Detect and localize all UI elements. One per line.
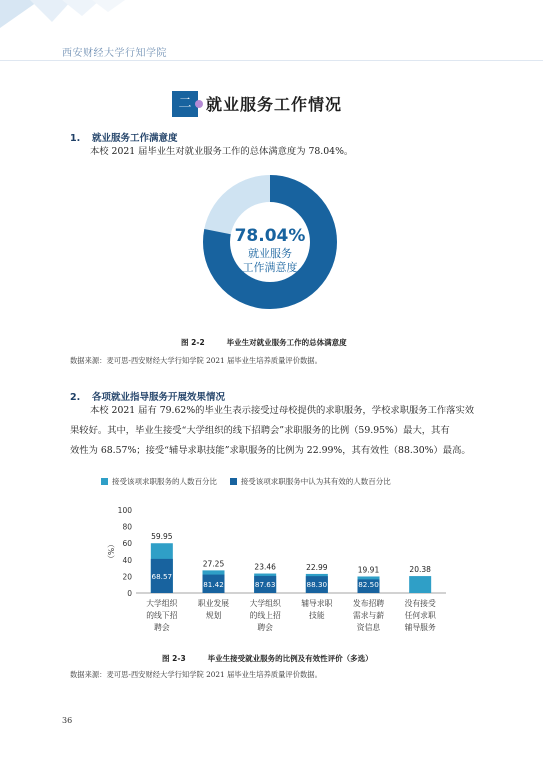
bar-effective-label: 81.42 bbox=[203, 579, 224, 589]
bar-effective-label: 88.30 bbox=[306, 580, 328, 589]
chart-legend bbox=[101, 476, 391, 487]
page-number: 36 bbox=[62, 716, 73, 725]
x-tick-label: 聘会 bbox=[257, 623, 273, 632]
service-bar-chart bbox=[90, 500, 450, 645]
subsection-2-line1: 本校 2021 届有 79.62%的毕业生表示接受过母校提供的求职服务，学校求职服务工作落实效 bbox=[90, 405, 475, 416]
y-tick-label: 60 bbox=[122, 539, 132, 549]
y-tick-label: 40 bbox=[122, 555, 132, 565]
bar-value-label: 59.95 bbox=[151, 532, 173, 542]
bullet-dot-icon bbox=[195, 100, 203, 108]
subsection-2-line2: 果较好。其中，毕业生接受“大学组织的线下招聘会”求职服务的比例（59.95%）最大，其有 bbox=[70, 425, 450, 436]
x-tick-label: 规划 bbox=[205, 611, 222, 620]
y-tick-label: 80 bbox=[122, 522, 132, 532]
bar-received bbox=[409, 576, 431, 593]
header-divider bbox=[0, 60, 543, 61]
figure-2-2-caption bbox=[181, 337, 347, 348]
donut-percent: 78.04% bbox=[234, 226, 306, 246]
donut-label-line1: 就业服务 bbox=[248, 247, 292, 260]
figure-2-3-source: 数据来源：麦可思-西安财经大学行知学院 2021 届毕业生培养质量评价数据。 bbox=[70, 670, 322, 679]
donut-label-line2: 工作满意度 bbox=[242, 261, 298, 274]
x-tick-label: 需求与薪 bbox=[352, 611, 385, 620]
x-tick-label: 聘会 bbox=[154, 623, 170, 632]
figure-2-2-number: 图 2-2 bbox=[181, 338, 205, 347]
bar-effective-label: 87.63 bbox=[254, 580, 276, 589]
x-tick-label: 发布招聘 bbox=[352, 599, 385, 608]
bar-value-label: 23.46 bbox=[254, 562, 276, 572]
bar-effective-label: 82.50 bbox=[358, 580, 379, 589]
section-number: 二 bbox=[172, 91, 198, 117]
x-tick-label: 任何求职 bbox=[404, 611, 436, 620]
legend-received: 接受该项求职服务的人数百分比 bbox=[112, 477, 217, 486]
legend-effective: 接受该项求职服务中认为其有效的人数百分比 bbox=[240, 477, 391, 486]
subsection-2-line3: 效性为 68.57%；接受“辅导求职技能”求职服务的比例为 22.99%，其有效性（88.30%）最高。 bbox=[70, 445, 471, 456]
subsection-2-title: 各项就业指导服务开展效果情况 bbox=[92, 392, 226, 403]
figure-2-3-title: 毕业生接受就业服务的比例及有效性评价（多选） bbox=[207, 654, 373, 663]
y-tick-label: 0 bbox=[127, 589, 132, 598]
x-tick-label: 的线下招 bbox=[146, 611, 178, 620]
figure-2-3-caption bbox=[162, 653, 373, 664]
subsection-2-number: 2. bbox=[70, 392, 81, 403]
corner-decoration bbox=[0, 0, 140, 40]
y-tick-label: 100 bbox=[117, 506, 132, 515]
subsection-1-text: 本校 2021 届毕业生对就业服务工作的总体满意度为 78.04%。 bbox=[90, 146, 354, 157]
x-tick-label: 辅导求职 bbox=[301, 599, 333, 608]
x-tick-label: 职业发展 bbox=[197, 599, 230, 608]
x-tick-label: 资信息 bbox=[356, 623, 381, 632]
bar-value-label: 20.38 bbox=[409, 565, 431, 575]
figure-2-2-source: 数据来源：麦可思-西安财经大学行知学院 2021 届毕业生培养质量评价数据。 bbox=[70, 356, 322, 365]
x-tick-label: 没有接受 bbox=[404, 599, 436, 608]
x-tick-label: 技能 bbox=[309, 611, 325, 620]
subsection-1-title: 就业服务工作满意度 bbox=[92, 133, 178, 144]
bar-effective-label: 68.57 bbox=[151, 571, 173, 581]
x-tick-label: 的线上招 bbox=[249, 611, 281, 620]
x-tick-label: 辅导服务 bbox=[404, 623, 436, 632]
legend-swatch-effective bbox=[230, 478, 237, 485]
bar-value-label: 22.99 bbox=[306, 562, 328, 572]
legend-swatch-received bbox=[101, 478, 108, 485]
x-tick-label: 大学组织 bbox=[249, 599, 281, 608]
y-tick-label: 20 bbox=[122, 572, 132, 582]
y-axis-label: （%） bbox=[106, 540, 115, 563]
bar-value-label: 27.25 bbox=[202, 559, 225, 569]
figure-2-3-number: 图 2-3 bbox=[162, 654, 186, 663]
section-title-text: 就业服务工作情况 bbox=[206, 95, 343, 114]
x-tick-label: 大学组织 bbox=[146, 599, 178, 608]
figure-2-2-title: 毕业生对就业服务工作的总体满意度 bbox=[226, 338, 347, 347]
header-school-name: 西安财经大学行知学院 bbox=[62, 48, 167, 59]
bar-value-label: 19.91 bbox=[357, 565, 380, 575]
subsection-1-number: 1. bbox=[70, 133, 81, 144]
